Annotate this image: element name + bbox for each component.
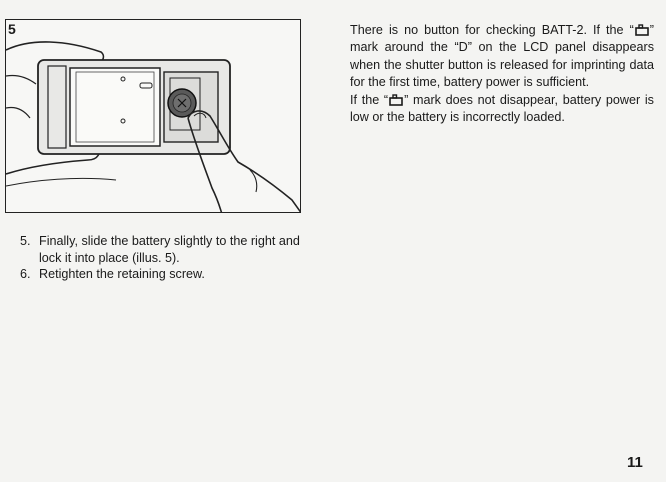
battery-illustration (5, 19, 301, 213)
step-number: 6. (20, 267, 31, 282)
paragraph-2-text-start: If the “ (350, 92, 389, 107)
list-item (20, 233, 310, 266)
paragraph-2-text-end: ” mark does not disappear, battery power is low or the battery is incorrectly loaded. (350, 92, 654, 125)
paragraph-1-text-end: ” mark around the “D” on the LCD panel disappears when the shutter button is released for imprinting data for the first time, battery power is sufficient. (350, 23, 654, 90)
battery-mark-icon (635, 24, 649, 36)
battery-mark-icon (389, 94, 403, 106)
step-list (20, 233, 310, 283)
paragraph-1-text-start: There is no button for checking BATT-2. If the “ (350, 23, 634, 37)
step-text: Retighten the retaining screw. (39, 267, 205, 282)
step-number: 5. (20, 234, 31, 248)
figure-number: 5 (8, 21, 16, 37)
batt2-paragraph-2 (350, 92, 654, 127)
batt2-instructions (350, 22, 654, 126)
batt2-paragraph-1 (350, 22, 654, 92)
camera-battery-drawing (6, 20, 301, 213)
list-item (20, 266, 310, 283)
step-text: Finally, slide the battery slightly to the right and lock it into place (illus. 5). (39, 234, 300, 265)
page-number: 11 (627, 454, 643, 471)
